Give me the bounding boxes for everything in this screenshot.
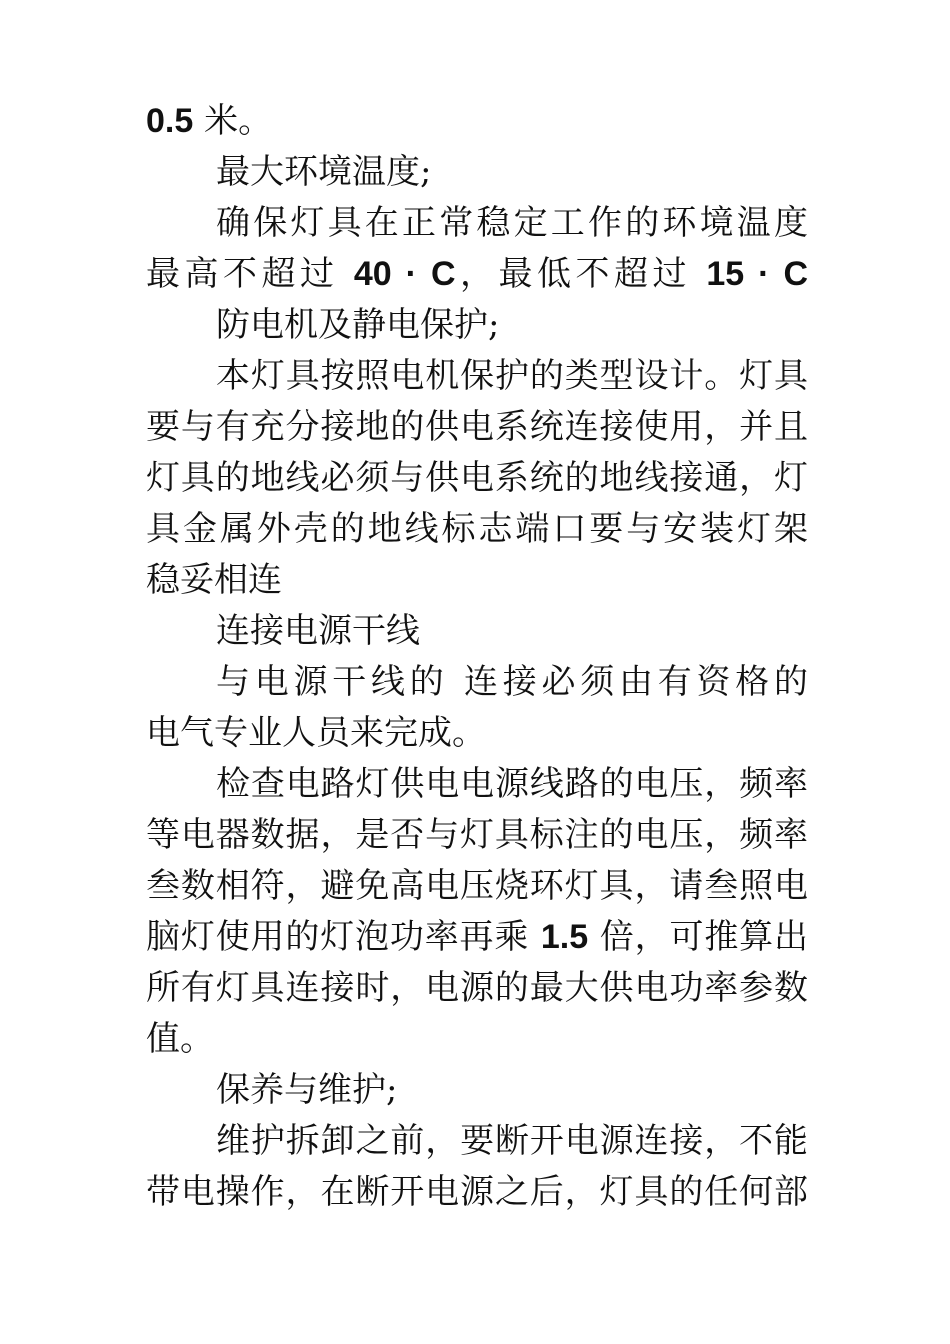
paragraph-line: 带电操作，在断开电源之后，灯具的任何部 <box>146 1172 808 1212</box>
text-span: 米。 <box>193 101 273 141</box>
paragraph-line: 具金属外壳的地线标志端口要与安装灯架 <box>146 509 808 549</box>
paragraph-line <box>146 912 808 963</box>
paragraph-line: 检查电路灯供电电源线路的电压，频率 <box>216 764 808 804</box>
min-temperature-value: 15 <box>706 255 745 293</box>
paragraph-line: 叁数相符，避免高电压烧环灯具，请叁照电 <box>146 866 808 906</box>
paragraph-line: 本灯具按照电机保护的类型设计。灯具 <box>216 356 808 396</box>
paragraph-line: 确保灯具在正常稳定工作的环境温度 <box>216 203 808 243</box>
paragraph-line <box>146 249 808 300</box>
text-span: 最高不超过 <box>146 254 339 294</box>
distance-value: 0.5 <box>146 102 194 140</box>
celsius-unit: C <box>783 255 809 293</box>
document-page <box>146 96 808 1218</box>
paragraph-line: 所有灯具连接时，电源的最大供电功率参数 <box>146 968 808 1008</box>
paragraph-line: 灯具的地线必须与供电系统的地线接通，灯 <box>146 458 808 498</box>
text-span: 脑灯使用的灯泡功率再乘 <box>146 917 530 957</box>
degree-separator: · <box>391 255 431 293</box>
section-heading-max-temperature: 最大环境温度; <box>216 152 432 192</box>
section-heading-motor-static-protection: 防电机及静电保护; <box>216 305 500 345</box>
paragraph-line: 值。 <box>146 1019 214 1059</box>
paragraph-line: 与电源干线的 连接必须由有资格的 <box>216 662 808 702</box>
paragraph-line: 维护拆卸之前，要断开电源连接，不能 <box>216 1121 808 1161</box>
text-span: 倍，可推算出 <box>599 917 809 957</box>
paragraph-line: 稳妥相连 <box>146 560 282 600</box>
max-temperature-value: 40 <box>353 255 392 293</box>
section-heading-maintenance: 保养与维护; <box>216 1070 398 1110</box>
paragraph-line <box>146 96 808 147</box>
power-multiplier-value: 1.5 <box>540 918 589 956</box>
paragraph-line: 电气专业人员来完成。 <box>146 713 486 753</box>
text-span: ，最低不超过 <box>455 254 692 294</box>
paragraph-line: 要与有充分接地的供电系统连接使用，并且 <box>146 407 808 447</box>
degree-separator: · <box>744 255 784 293</box>
celsius-unit: C <box>430 255 456 293</box>
section-heading-power-mains: 连接电源干线 <box>216 611 420 651</box>
paragraph-line: 等电器数据，是否与灯具标注的电压，频率 <box>146 815 808 855</box>
